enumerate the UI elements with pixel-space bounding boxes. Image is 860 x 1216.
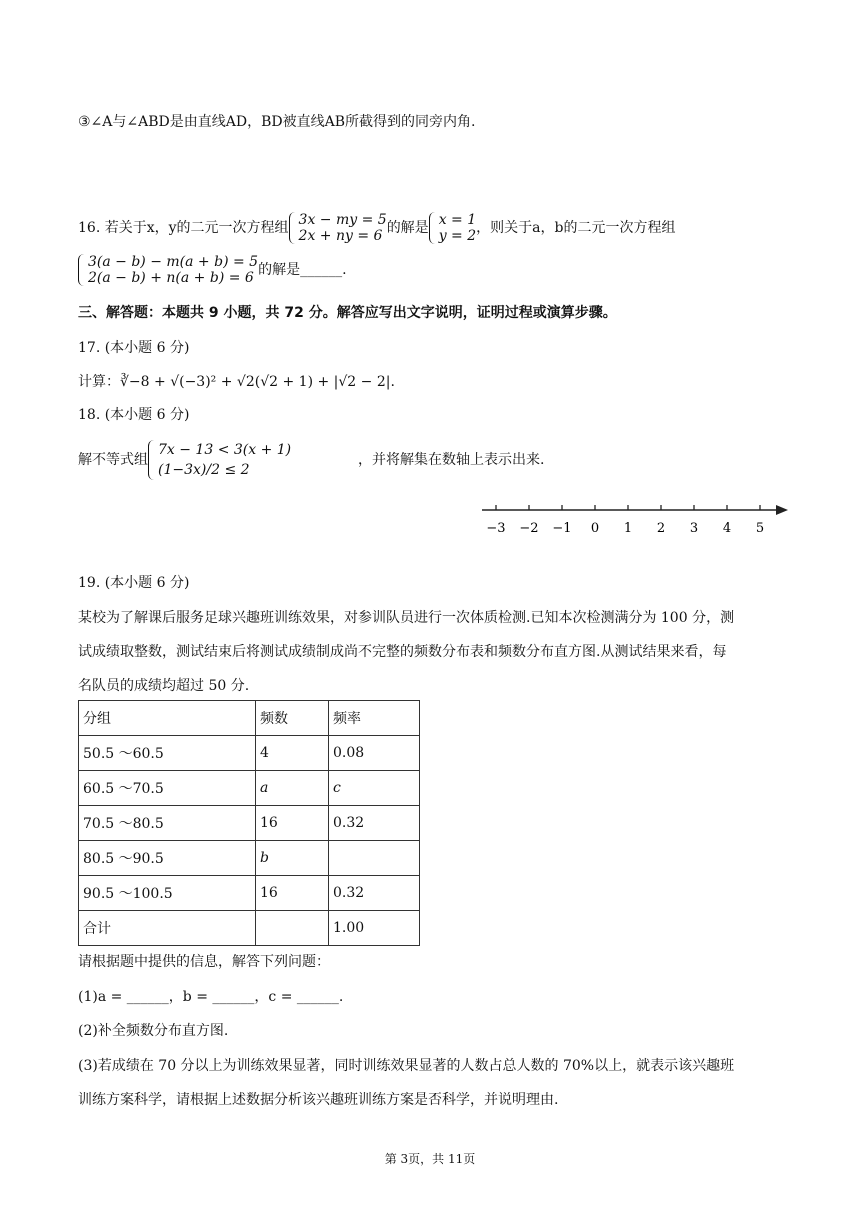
table-cell: 4 bbox=[256, 736, 329, 771]
table-cell: 0.32 bbox=[329, 806, 420, 841]
table-header: 分组 bbox=[79, 701, 256, 736]
table-cell: 0.32 bbox=[329, 876, 420, 911]
number-line-tick-label: −1 bbox=[552, 521, 572, 536]
table-cell: 80.5 ～90.5 bbox=[79, 841, 256, 876]
table-row bbox=[79, 841, 420, 876]
q19-sub-2: (2)补全频数分布直方图. bbox=[78, 1023, 229, 1039]
table-cell: 60.5 ～70.5 bbox=[79, 771, 256, 806]
page-footer: 第 3页，共 11页 bbox=[384, 1152, 476, 1166]
table-row bbox=[79, 771, 420, 806]
number-line-tick-label: 4 bbox=[722, 521, 732, 536]
q16-suffix: ，则关于a，b的二元一次方程组 bbox=[476, 220, 676, 236]
q16-prefix: 16. 若关于x，y的二元一次方程组 bbox=[78, 220, 289, 236]
table-cell: 90.5 ～100.5 bbox=[79, 876, 256, 911]
table-row bbox=[79, 911, 420, 946]
q19-para-3: 名队员的成绩均超过 50 分. bbox=[78, 678, 250, 694]
question-16 bbox=[78, 212, 675, 244]
q16-mid: 的解是 bbox=[386, 220, 429, 236]
table-cell bbox=[329, 841, 420, 876]
number-line-tick-label: −2 bbox=[519, 521, 539, 536]
table-row bbox=[79, 806, 420, 841]
q19-sub-1: (1)a = ______，b = ______，c = ______. bbox=[78, 989, 344, 1005]
table-cell: 16 bbox=[256, 876, 329, 911]
arrow-right-icon bbox=[776, 505, 788, 515]
frequency-table bbox=[78, 700, 420, 946]
q18-prefix: 解不等式组 bbox=[78, 452, 148, 468]
q18-system: 7x − 13 < 3(x + 1) (1−3x)/2 ≤ 2 bbox=[148, 440, 358, 480]
table-header-row bbox=[79, 701, 420, 736]
q16-solution: x = 1 y = 2 bbox=[429, 212, 476, 244]
number-line-tick-label: 2 bbox=[656, 521, 666, 536]
table-cell: c bbox=[329, 771, 420, 806]
table-cell: 0.08 bbox=[329, 736, 420, 771]
question-16-cont bbox=[78, 254, 347, 286]
table-cell: 16 bbox=[256, 806, 329, 841]
number-line bbox=[478, 496, 798, 540]
number-line-tick-label: 3 bbox=[689, 521, 699, 536]
number-line-tick-label: 5 bbox=[755, 521, 765, 536]
number-line-tick-label: 1 bbox=[623, 521, 633, 536]
q18-header: 18. (本小题 6 分) bbox=[78, 407, 190, 423]
q19-prompt: 请根据题中提供的信息，解答下列问题： bbox=[78, 954, 330, 970]
table-row bbox=[79, 876, 420, 911]
table-header: 频率 bbox=[329, 701, 420, 736]
q16-tail: 的解是______. bbox=[258, 262, 347, 278]
q16-system-2: 3(a − b) − m(a + b) = 5 2(a − b) + n(a + b) = 6 bbox=[78, 254, 258, 286]
table-row bbox=[79, 736, 420, 771]
table-cell: 1.00 bbox=[329, 911, 420, 946]
q19-header: 19. (本小题 6 分) bbox=[78, 575, 190, 591]
q18-suffix: ，并将解集在数轴上表示出来. bbox=[358, 452, 545, 468]
q19-para-2: 试成绩取整数，测试结束后将测试成绩制成尚不完整的频数分布表和频数分布直方图.从测试结果来看，每 bbox=[78, 644, 727, 660]
q17-body: 计算：∛−8 + √(−3)² + √2(√2 + 1) + |√2 − 2|. bbox=[78, 374, 395, 390]
statement-3: ③∠A与∠ABD是由直线AD，BD被直线AB所截得到的同旁内角. bbox=[78, 114, 476, 130]
q19-para-1: 某校为了解课后服务足球兴趣班训练效果，对参训队员进行一次体质检测.已知本次检测满分为 100 分，测 bbox=[78, 610, 735, 626]
q19-sub-3-line-1: (3)若成绩在 70 分以上为训练效果显著，同时训练效果显著的人数占总人数的 70%以上，就表示该兴趣班 bbox=[78, 1058, 735, 1074]
table-cell: b bbox=[256, 841, 329, 876]
table-cell: 70.5 ～80.5 bbox=[79, 806, 256, 841]
q17-header: 17. (本小题 6 分) bbox=[78, 340, 190, 356]
table-cell bbox=[256, 911, 329, 946]
number-line-tick-label: −3 bbox=[486, 521, 506, 536]
table-header: 频数 bbox=[256, 701, 329, 736]
q16-system-1: 3x − my = 5 2x + ny = 6 bbox=[289, 212, 387, 244]
q19-sub-3-line-2: 训练方案科学，请根据上述数据分析该兴趣班训练方案是否科学，并说明理由. bbox=[78, 1092, 559, 1108]
table-cell: 合计 bbox=[79, 911, 256, 946]
table-cell: 50.5 ～60.5 bbox=[79, 736, 256, 771]
q18-body bbox=[78, 440, 544, 480]
table-cell: a bbox=[256, 771, 329, 806]
section-3-heading: 三、解答题：本题共 9 小题，共 72 分。解答应写出文字说明，证明过程或演算步骤。 bbox=[78, 305, 617, 321]
number-line-tick-label: 0 bbox=[590, 521, 600, 536]
